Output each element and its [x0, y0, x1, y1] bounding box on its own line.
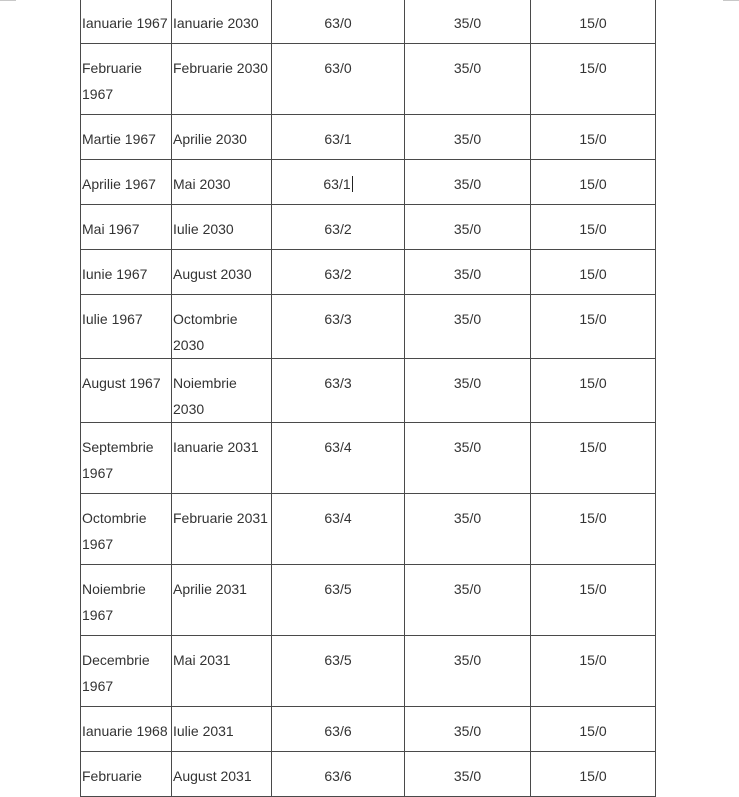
cell-text: Septembrie 1967	[82, 439, 154, 481]
cell-text: 35/0	[453, 221, 482, 237]
cell-text: 15/0	[579, 768, 607, 784]
table-row	[81, 494, 656, 565]
cell-text: Februarie 2030	[173, 60, 268, 76]
cell-text: Februarie 2031	[173, 510, 268, 526]
contribution-stage-cell[interactable]	[531, 752, 656, 797]
table-row	[81, 160, 656, 205]
cell-text: 15/0	[579, 266, 607, 282]
cell-text: 15/0	[579, 311, 607, 327]
cell-text: 35/0	[453, 311, 482, 327]
cell-text: Ianuarie 1967	[82, 15, 168, 31]
cell-text: Mai 2031	[173, 652, 231, 668]
cell-text: August 2031	[173, 768, 252, 784]
cell-text: 15/0	[579, 176, 607, 192]
birth-date-cell[interactable]	[81, 44, 172, 115]
cell-text: Noiembrie 2030	[173, 375, 237, 417]
retirement-date-cell[interactable]	[172, 707, 272, 752]
retirement-table	[80, 0, 656, 797]
contribution-stage-cell[interactable]	[531, 44, 656, 115]
contribution-min-cell[interactable]	[405, 752, 531, 797]
contribution-women-cell[interactable]	[272, 250, 405, 295]
cell-text: 35/0	[453, 768, 482, 784]
cell-text: 63/3	[324, 311, 352, 327]
contribution-stage-cell[interactable]	[531, 565, 656, 636]
cell-text: 35/0	[453, 581, 482, 597]
cell-text: Februarie	[82, 768, 142, 784]
birth-date-cell[interactable]	[81, 494, 172, 565]
cell-text: 35/0	[453, 15, 482, 31]
cell-text: 63/3	[324, 375, 352, 391]
cell-text: Octombrie 1967	[82, 510, 147, 552]
cell-text: 35/0	[453, 510, 482, 526]
cell-text: August 2030	[173, 266, 252, 282]
cell-text: Ianuarie 2030	[173, 15, 259, 31]
contribution-women-cell[interactable]	[272, 494, 405, 565]
contribution-min-cell[interactable]	[405, 0, 531, 44]
table-row	[81, 636, 656, 707]
cell-text: 35/0	[453, 266, 482, 282]
cell-text: Mai 1967	[82, 221, 140, 237]
contribution-women-cell[interactable]	[272, 752, 405, 797]
contribution-stage-cell[interactable]	[531, 707, 656, 752]
contribution-stage-cell[interactable]	[531, 0, 656, 44]
retirement-date-cell[interactable]	[172, 160, 272, 205]
contribution-min-cell[interactable]	[405, 295, 531, 359]
contribution-stage-cell[interactable]	[531, 423, 656, 494]
table-row	[81, 295, 656, 359]
contribution-women-cell[interactable]	[272, 636, 405, 707]
cell-text: 15/0	[579, 581, 607, 597]
cell-text: 63/0	[324, 15, 352, 31]
cell-text: August 1967	[82, 375, 161, 391]
contribution-min-cell[interactable]	[405, 205, 531, 250]
cell-text: 15/0	[579, 652, 607, 668]
birth-date-cell[interactable]	[81, 295, 172, 359]
cell-text: 63/2	[324, 221, 352, 237]
page-edge-mark-left	[0, 0, 16, 1]
cell-text: Ianuarie 2031	[173, 439, 259, 455]
retirement-date-cell[interactable]	[172, 0, 272, 44]
birth-date-cell[interactable]	[81, 707, 172, 752]
cell-text: 35/0	[453, 652, 482, 668]
birth-date-cell[interactable]	[81, 752, 172, 797]
cell-text: 35/0	[453, 176, 482, 192]
page-edge-mark-right	[723, 0, 739, 1]
table-row	[81, 565, 656, 636]
contribution-min-cell[interactable]	[405, 636, 531, 707]
cell-text: 15/0	[579, 375, 607, 391]
cell-text: 15/0	[579, 221, 607, 237]
contribution-stage-cell[interactable]	[531, 160, 656, 205]
cell-text: 63/4	[324, 510, 352, 526]
table-row	[81, 115, 656, 160]
cell-text: 63/1	[324, 131, 352, 147]
birth-date-cell[interactable]	[81, 0, 172, 44]
retirement-date-cell[interactable]	[172, 423, 272, 494]
cell-text: 63/5	[324, 652, 352, 668]
cell-text: Aprilie 2031	[173, 581, 247, 597]
contribution-women-cell[interactable]	[272, 359, 405, 423]
cell-text: 63/0	[324, 60, 352, 76]
cell-text: 63/5	[324, 581, 352, 597]
table-row	[81, 44, 656, 115]
cell-text: 35/0	[453, 131, 482, 147]
contribution-stage-cell[interactable]	[531, 359, 656, 423]
contribution-women-cell[interactable]	[272, 295, 405, 359]
cell-text: 63/6	[324, 723, 352, 739]
birth-date-cell[interactable]	[81, 205, 172, 250]
retirement-date-cell[interactable]	[172, 250, 272, 295]
cell-text: Mai 2030	[173, 176, 231, 192]
text-cursor	[352, 176, 353, 192]
birth-date-cell[interactable]	[81, 250, 172, 295]
contribution-min-cell[interactable]	[405, 707, 531, 752]
contribution-stage-cell[interactable]	[531, 205, 656, 250]
cell-text: Octombrie 2030	[173, 311, 238, 353]
cell-text: 15/0	[579, 15, 607, 31]
cell-text: Martie 1967	[82, 131, 156, 147]
contribution-women-cell[interactable]	[272, 707, 405, 752]
cell-text: 15/0	[579, 131, 607, 147]
retirement-date-cell[interactable]	[172, 115, 272, 160]
cell-text: Decembrie 1967	[82, 652, 150, 694]
cell-text: 15/0	[579, 60, 607, 76]
contribution-women-cell[interactable]	[272, 565, 405, 636]
cell-text: 35/0	[453, 60, 482, 76]
table-row	[81, 359, 656, 423]
contribution-stage-cell[interactable]	[531, 636, 656, 707]
cell-text: 15/0	[579, 510, 607, 526]
cell-text: Iulie 2031	[173, 723, 234, 739]
contribution-stage-cell[interactable]	[531, 295, 656, 359]
birth-date-cell[interactable]	[81, 636, 172, 707]
cell-text: Iulie 2030	[173, 221, 234, 237]
retirement-date-cell[interactable]	[172, 565, 272, 636]
table-row	[81, 205, 656, 250]
cell-text: 63/4	[324, 439, 352, 455]
birth-date-cell[interactable]	[81, 359, 172, 423]
cell-text: 63/2	[324, 266, 352, 282]
contribution-min-cell[interactable]	[405, 565, 531, 636]
table-row	[81, 423, 656, 494]
birth-date-cell[interactable]	[81, 160, 172, 205]
birth-date-cell[interactable]	[81, 565, 172, 636]
table-row	[81, 0, 656, 44]
retirement-date-cell[interactable]	[172, 636, 272, 707]
cell-text: 63/6	[324, 768, 352, 784]
cell-text: Noiembrie 1967	[82, 581, 146, 623]
contribution-min-cell[interactable]	[405, 359, 531, 423]
contribution-stage-cell[interactable]	[531, 115, 656, 160]
cell-text: Aprilie 2030	[173, 131, 247, 147]
contribution-min-cell[interactable]	[405, 250, 531, 295]
contribution-min-cell[interactable]	[405, 160, 531, 205]
contribution-stage-cell[interactable]	[531, 494, 656, 565]
contribution-min-cell[interactable]	[405, 44, 531, 115]
contribution-women-cell[interactable]	[272, 0, 405, 44]
contribution-stage-cell[interactable]	[531, 250, 656, 295]
table-row	[81, 752, 656, 797]
table-row	[81, 707, 656, 752]
cell-text: 15/0	[579, 439, 607, 455]
retirement-date-cell[interactable]	[172, 752, 272, 797]
contribution-min-cell[interactable]	[405, 423, 531, 494]
birth-date-cell[interactable]	[81, 115, 172, 160]
cell-text: Iunie 1967	[82, 266, 148, 282]
retirement-date-cell[interactable]	[172, 295, 272, 359]
contribution-women-cell[interactable]	[272, 423, 405, 494]
contribution-women-cell[interactable]	[272, 205, 405, 250]
cell-text: Aprilie 1967	[82, 176, 156, 192]
retirement-date-cell[interactable]	[172, 205, 272, 250]
table-body	[81, 0, 656, 797]
cell-text: 15/0	[579, 723, 607, 739]
cell-text: 35/0	[453, 723, 482, 739]
contribution-women-cell[interactable]	[272, 115, 405, 160]
cell-text: Februarie 1967	[82, 60, 142, 102]
cell-text: Ianuarie 1968	[82, 723, 168, 739]
cell-text: 35/0	[453, 439, 482, 455]
retirement-date-cell[interactable]	[172, 494, 272, 565]
contribution-min-cell[interactable]	[405, 494, 531, 565]
table-row	[81, 250, 656, 295]
cell-text: 35/0	[453, 375, 482, 391]
retirement-date-cell[interactable]	[172, 44, 272, 115]
birth-date-cell[interactable]	[81, 423, 172, 494]
contribution-women-cell[interactable]	[272, 44, 405, 115]
cell-text: Iulie 1967	[82, 311, 143, 327]
contribution-women-cell[interactable]	[272, 160, 405, 205]
contribution-min-cell[interactable]	[405, 115, 531, 160]
cell-text: 63/1	[323, 176, 351, 192]
retirement-date-cell[interactable]	[172, 359, 272, 423]
